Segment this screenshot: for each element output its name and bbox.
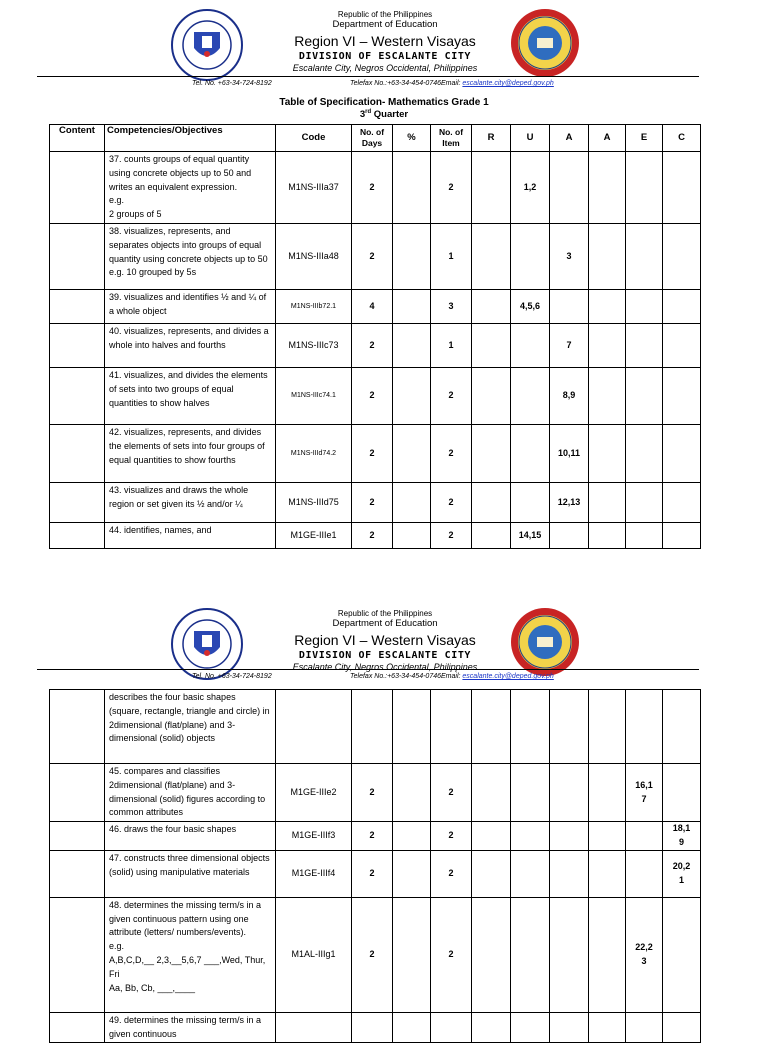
a2-cell <box>589 424 626 482</box>
col-code: Code <box>276 125 352 152</box>
content-cell <box>50 223 105 289</box>
quarter-number: 3 <box>359 109 366 121</box>
content-cell <box>50 424 105 482</box>
col-e: E <box>626 125 663 152</box>
telephone-line: Tel. No. +63-34-724-8192 <box>192 673 272 680</box>
items-cell: 2 <box>431 424 472 482</box>
e-cell: 22,2 3 <box>626 897 663 1012</box>
days-cell: 2 <box>352 850 393 897</box>
code-cell: M1NS-IIId75 <box>276 482 352 522</box>
page-2 <box>0 600 768 1039</box>
letterhead <box>0 607 768 697</box>
e-cell <box>626 850 663 897</box>
items-cell: 3 <box>431 289 472 323</box>
items-cell: 2 <box>431 897 472 1012</box>
competency-cell: 41. visualizes, and divides the elements of sets into two groups of equal quantities to show halves <box>105 367 276 424</box>
e-cell <box>626 152 663 224</box>
a2-cell <box>589 1012 626 1043</box>
republic-line: Republic of the Philippines <box>337 609 433 618</box>
items-cell <box>431 1012 472 1043</box>
pct-cell <box>393 522 431 548</box>
telefax-text: Telefax No.:+63-34-454-0746Email: <box>350 673 463 680</box>
col-competencies: Competencies/Objectives <box>105 125 276 152</box>
table-row <box>50 289 701 323</box>
table-row <box>50 323 701 367</box>
r-cell <box>472 522 511 548</box>
c-cell <box>663 289 701 323</box>
items-cell <box>431 690 472 764</box>
days-cell: 2 <box>352 822 393 851</box>
days-cell: 2 <box>352 223 393 289</box>
u-cell: 1,2 <box>511 152 550 224</box>
c-cell <box>663 223 701 289</box>
code-cell <box>276 1012 352 1043</box>
letterhead <box>0 8 768 98</box>
u-cell <box>511 323 550 367</box>
c-cell <box>663 522 701 548</box>
telefax-text: Telefax No.:+63-34-454-0746Email: <box>350 80 463 87</box>
c-cell <box>663 690 701 764</box>
c-cell <box>663 1012 701 1043</box>
items-cell: 2 <box>431 152 472 224</box>
u-cell <box>511 897 550 1012</box>
col-a1: A <box>550 125 589 152</box>
city-line: Escalante City, Negros Occidental, Philippines <box>292 662 478 672</box>
competency-cell: describes the four basic shapes (square, rectangle, triangle and circle) in 2dimensional (flat/plane) and 3-dimensional (solid) objects <box>105 690 276 764</box>
e-cell <box>626 522 663 548</box>
republic-line: Republic of the Philippines <box>337 10 433 19</box>
pct-cell <box>393 482 431 522</box>
r-cell <box>472 690 511 764</box>
a1-cell: 7 <box>550 323 589 367</box>
letterhead-rule <box>37 76 699 77</box>
u-cell <box>511 424 550 482</box>
pct-cell <box>393 289 431 323</box>
pct-cell <box>393 822 431 851</box>
letterhead-rule <box>37 669 699 670</box>
days-cell: 2 <box>352 152 393 224</box>
days-cell <box>352 690 393 764</box>
col-content: Content <box>50 125 105 152</box>
table-body-page-2 <box>50 690 701 1043</box>
u-cell <box>511 482 550 522</box>
code-cell: M1GE-IIIe1 <box>276 522 352 548</box>
a2-cell <box>589 482 626 522</box>
table-row <box>50 850 701 897</box>
a2-cell <box>589 289 626 323</box>
r-cell <box>472 367 511 424</box>
table-row <box>50 822 701 851</box>
a2-cell <box>589 822 626 851</box>
u-cell <box>511 1012 550 1043</box>
competency-cell: 49. determines the missing term/s in a given continuous <box>105 1012 276 1043</box>
content-cell <box>50 690 105 764</box>
pct-cell <box>393 323 431 367</box>
r-cell <box>472 424 511 482</box>
competency-cell: 47. constructs three dimensional objects (solid) using manipulative materials <box>105 850 276 897</box>
competency-cell: 40. visualizes, represents, and divides a whole into halves and fourths <box>105 323 276 367</box>
c-cell <box>663 367 701 424</box>
col-r: R <box>472 125 511 152</box>
days-cell <box>352 1012 393 1043</box>
competency-cell: 37. counts groups of equal quantity using concrete objects up to 50 and writes an equivalent expression. e.g. 2 groups of 5 <box>105 152 276 224</box>
items-cell: 2 <box>431 764 472 822</box>
a1-cell <box>550 897 589 1012</box>
department-line: Department of Education <box>332 19 438 30</box>
city-line: Escalante City, Negros Occidental, Philippines <box>292 63 478 73</box>
competency-cell: 45. compares and classifies 2dimensional (flat/plane) and 3-dimensional (solid) figures according to common attributes <box>105 764 276 822</box>
pct-cell <box>393 764 431 822</box>
competency-cell: 48. determines the missing term/s in a given continuous pattern using one attribute (letters/ numbers/events). e.g. A,B,C,D,__ 2,3,__5,6,7 ___,Wed, Thur, Fri Aa, Bb, Cb, ___,____ <box>105 897 276 1012</box>
items-cell: 2 <box>431 822 472 851</box>
table-row <box>50 367 701 424</box>
document-title: Table of Specification- Mathematics Grade 1 <box>279 97 489 108</box>
a1-cell <box>550 289 589 323</box>
division-line: DIVISION OF ESCALANTE CITY <box>298 650 472 661</box>
items-cell: 2 <box>431 522 472 548</box>
code-cell: M1NS-IIIa37 <box>276 152 352 224</box>
content-cell <box>50 850 105 897</box>
days-cell: 4 <box>352 289 393 323</box>
code-cell: M1NS-IIIb72.1 <box>276 289 352 323</box>
content-cell <box>50 152 105 224</box>
a1-cell <box>550 764 589 822</box>
code-cell: M1NS-IIIc74.1 <box>276 367 352 424</box>
table-body-page-1 <box>50 152 701 549</box>
a1-cell <box>550 522 589 548</box>
col-a2: A <box>589 125 626 152</box>
a2-cell <box>589 323 626 367</box>
content-cell <box>50 367 105 424</box>
competency-cell: 46. draws the four basic shapes <box>105 822 276 851</box>
a1-cell <box>550 152 589 224</box>
telefax-line <box>350 80 554 87</box>
r-cell <box>472 289 511 323</box>
days-cell: 2 <box>352 424 393 482</box>
col-u: U <box>511 125 550 152</box>
c-cell <box>663 424 701 482</box>
items-cell: 1 <box>431 323 472 367</box>
days-cell: 2 <box>352 367 393 424</box>
content-cell <box>50 897 105 1012</box>
u-cell: 4,5,6 <box>511 289 550 323</box>
code-cell: M1GE-IIIf3 <box>276 822 352 851</box>
a1-cell <box>550 690 589 764</box>
items-cell: 1 <box>431 223 472 289</box>
u-cell <box>511 764 550 822</box>
days-cell: 2 <box>352 897 393 1012</box>
items-cell: 2 <box>431 482 472 522</box>
c-cell <box>663 323 701 367</box>
a2-cell <box>589 223 626 289</box>
code-cell: M1GE-IIIe2 <box>276 764 352 822</box>
pct-cell <box>393 690 431 764</box>
c-cell <box>663 482 701 522</box>
code-cell: M1NS-IIIc73 <box>276 323 352 367</box>
e-cell <box>626 424 663 482</box>
pct-cell <box>393 1012 431 1043</box>
e-cell <box>626 1012 663 1043</box>
table-row <box>50 223 701 289</box>
items-cell: 2 <box>431 367 472 424</box>
days-cell: 2 <box>352 482 393 522</box>
u-cell <box>511 690 550 764</box>
e-cell <box>626 367 663 424</box>
r-cell <box>472 897 511 1012</box>
table-row <box>50 424 701 482</box>
r-cell <box>472 323 511 367</box>
table-row <box>50 522 701 548</box>
table-row <box>50 152 701 224</box>
a1-cell: 10,11 <box>550 424 589 482</box>
content-cell <box>50 482 105 522</box>
content-cell <box>50 822 105 851</box>
pct-cell <box>393 152 431 224</box>
r-cell <box>472 850 511 897</box>
e-cell <box>626 690 663 764</box>
a1-cell <box>550 1012 589 1043</box>
u-cell: 14,15 <box>511 522 550 548</box>
u-cell <box>511 223 550 289</box>
col-percent: % <box>393 125 431 152</box>
quarter-label <box>0 109 768 120</box>
competency-cell: 43. visualizes and draws the whole region or set given its ½ and/or ¼ <box>105 482 276 522</box>
r-cell <box>472 822 511 851</box>
a2-cell <box>589 897 626 1012</box>
r-cell <box>472 1012 511 1043</box>
department-line: Department of Education <box>332 618 438 629</box>
code-cell <box>276 690 352 764</box>
a1-cell <box>550 822 589 851</box>
items-cell: 2 <box>431 850 472 897</box>
letterhead-text <box>230 607 540 677</box>
code-cell: M1NS-IIIa48 <box>276 223 352 289</box>
specification-table-continued <box>49 689 701 1043</box>
specification-table <box>49 124 701 549</box>
a2-cell <box>589 850 626 897</box>
competency-cell: 42. visualizes, represents, and divides the elements of sets into four groups of equal quantities to show fourths <box>105 424 276 482</box>
e-cell <box>626 289 663 323</box>
c-cell <box>663 764 701 822</box>
u-cell <box>511 850 550 897</box>
a2-cell <box>589 764 626 822</box>
pct-cell <box>393 367 431 424</box>
days-cell: 2 <box>352 323 393 367</box>
c-cell: 20,2 1 <box>663 850 701 897</box>
region-line: Region VI – Western Visayas <box>294 33 476 49</box>
pct-cell <box>393 424 431 482</box>
content-cell <box>50 522 105 548</box>
table-row <box>50 482 701 522</box>
c-cell <box>663 152 701 224</box>
table-header-row <box>50 125 701 152</box>
competency-cell: 44. identifies, names, and <box>105 522 276 548</box>
a1-cell: 12,13 <box>550 482 589 522</box>
quarter-suffix: rd <box>365 109 372 115</box>
a1-cell: 3 <box>550 223 589 289</box>
table-row <box>50 897 701 1012</box>
table-row <box>50 764 701 822</box>
pct-cell <box>393 897 431 1012</box>
a1-cell: 8,9 <box>550 367 589 424</box>
content-cell <box>50 323 105 367</box>
telephone-line: Tel. No. +63-34-724-8192 <box>192 80 272 87</box>
letterhead-text <box>230 8 540 78</box>
table-row <box>50 1012 701 1043</box>
email-link[interactable]: escalante.city@deped.gov.ph <box>462 673 554 680</box>
c-cell: 18,1 9 <box>663 822 701 851</box>
code-cell: M1NS-IIId74.2 <box>276 424 352 482</box>
competency-cell: 38. visualizes, represents, and separates objects into groups of equal quantity using concrete objects up to 50 e.g. 10 grouped by 5s <box>105 223 276 289</box>
a2-cell <box>589 367 626 424</box>
e-cell <box>626 223 663 289</box>
u-cell <box>511 822 550 851</box>
a1-cell <box>550 850 589 897</box>
competency-cell: 39. visualizes and identifies ½ and ¼ of a whole object <box>105 289 276 323</box>
col-c: C <box>663 125 701 152</box>
e-cell <box>626 323 663 367</box>
code-cell: M1AL-IIIg1 <box>276 897 352 1012</box>
a2-cell <box>589 522 626 548</box>
division-line: DIVISION OF ESCALANTE CITY <box>298 51 472 62</box>
r-cell <box>472 223 511 289</box>
table-row <box>50 690 701 764</box>
u-cell <box>511 367 550 424</box>
r-cell <box>472 152 511 224</box>
quarter-word: Quarter <box>371 109 409 121</box>
days-cell: 2 <box>352 522 393 548</box>
region-line: Region VI – Western Visayas <box>294 632 476 648</box>
e-cell: 16,1 7 <box>626 764 663 822</box>
content-cell <box>50 289 105 323</box>
e-cell <box>626 482 663 522</box>
email-link[interactable]: escalante.city@deped.gov.ph <box>462 80 554 87</box>
pct-cell <box>393 850 431 897</box>
col-days: No. of Days <box>352 125 393 152</box>
code-cell: M1GE-IIIf4 <box>276 850 352 897</box>
pct-cell <box>393 223 431 289</box>
a2-cell <box>589 152 626 224</box>
c-cell <box>663 897 701 1012</box>
a2-cell <box>589 690 626 764</box>
telefax-line <box>350 673 554 680</box>
content-cell <box>50 1012 105 1043</box>
days-cell: 2 <box>352 764 393 822</box>
col-items: No. of Item <box>431 125 472 152</box>
content-cell <box>50 764 105 822</box>
r-cell <box>472 764 511 822</box>
e-cell <box>626 822 663 851</box>
r-cell <box>472 482 511 522</box>
